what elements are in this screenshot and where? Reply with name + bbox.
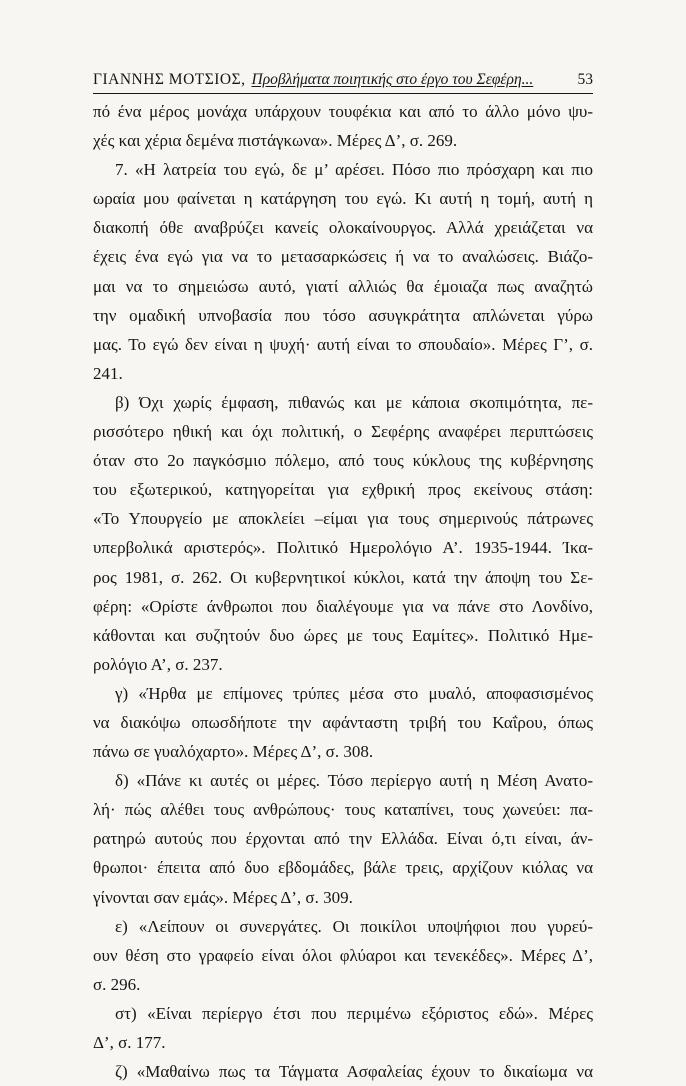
text-line: να διακόψω οπωσδήποτε την αφάνταστη τριβή του Καΐρου, όπως bbox=[93, 712, 593, 732]
text-line: ωραία μου φαίνεται η κατάργηση του εγώ. Κι αυτή η τομή, αυτή η bbox=[93, 189, 593, 209]
header-title: Προβλήματα ποιητικής στο έργο του Σεφέρη... bbox=[251, 71, 534, 88]
text-line: ζ) «Μαθαίνω πως τα Τάγματα Ασφαλείας έχουν το δικαίωμα να bbox=[115, 1062, 593, 1082]
text-line: γίνονται σαν εμάς». Μέρες Δ’, σ. 309. bbox=[93, 887, 353, 907]
text-line: ρος 1981, σ. 262. Οι κυβερνητικοί κύκλοι, κατά την άποψη του Σε- bbox=[93, 567, 593, 587]
text-line: κάθονται και συζητούν δυο ώρες με τους Εαμίτες». Πολιτικό Ημε- bbox=[93, 625, 593, 645]
text-line: χές και χέρια δεμένα πιστάγκωνα». Μέρες Δ’, σ. 269. bbox=[93, 131, 458, 151]
text-line: του εξωτερικού, κατηγορείται για εχθρική προς εκείνους στάση: bbox=[93, 480, 593, 500]
text-line: ουν θέση στο γραφείο είναι όλοι φλύαροι και τενεκέδες». Μέρες Δ’, bbox=[93, 945, 593, 965]
text-line: λή· πώς αλέθει τους ανθρώπους· τους καταπίνει, τους χωνεύει: πα- bbox=[93, 800, 593, 820]
text-line: υπερβολικά αριστερός». Πολιτικό Ημερολόγιο Α’. 1935-1944. Ίκα- bbox=[93, 538, 593, 558]
text-line: β) Όχι χωρίς έμφαση, πιθανώς και με κάποια σκοπιμότητα, πε- bbox=[115, 392, 593, 412]
text-line: την ομαδική υπνοβασία που τόσο ασυγκράτητα απλώνεται γύρω bbox=[93, 305, 593, 325]
text-line: γ) «Ήρθα με επίμονες τρύπες μέσα στο μυαλό, αποφασισμένος bbox=[115, 683, 593, 703]
text-line: δ) «Πάνε κι αυτές οι μέρες. Τόσο περίεργο αυτή η Μέση Ανατο- bbox=[115, 771, 593, 791]
text-line: 7. «Η λατρεία του εγώ, δε μ’ αρέσει. Πόσο πιο πρόσχαρη και πιο bbox=[115, 160, 593, 180]
text-line: φέρη: «Ορίστε άνθρωποι που διαλέγουμε για να πάνε στο Λονδίνο, bbox=[93, 596, 593, 616]
text-line: διακοπή όθε αναβρύζει κανείς ολοκαίνουργος. Αλλά χρειάζεται να bbox=[93, 218, 593, 238]
body-text bbox=[93, 97, 593, 1086]
text-line: μαι να το σημειώσω αυτό, γιατί αλλιώς θα έμοιαζα πως αναζητώ bbox=[93, 276, 593, 296]
text-line: Δ’, σ. 177. bbox=[93, 1033, 166, 1052]
text-line: στ) «Είναι περίεργο έτσι που περιμένω εξόριστος εδώ». Μέρες bbox=[115, 1003, 593, 1023]
running-header bbox=[93, 69, 593, 91]
text-line: πάνω σε γυαλόχαρτο». Μέρες Δ’, σ. 308. bbox=[93, 742, 374, 762]
text-line: έχεις ένα εγώ για να το μετασαρκώσεις ή να το αναλώσεις. Βιάζο- bbox=[93, 247, 593, 267]
text-line: μας. Το εγώ δεν είναι η ψυχή· αυτή είναι το σπουδαίο». Μέρες Γ’, σ. bbox=[93, 334, 593, 354]
text-line: σ. 296. bbox=[93, 974, 141, 994]
text-line: ρισσότερο ηθική και όχι πολιτική, ο Σεφέρης αναφέρει περιπτώσεις bbox=[93, 422, 593, 442]
page-number: 53 bbox=[577, 71, 593, 88]
header-rule bbox=[93, 93, 593, 94]
text-line: όταν στο 2ο παγκόσμιο πόλεμο, από τους κύκλους της κυβέρνησης bbox=[93, 451, 593, 471]
text-line: ρολόγιο Α’, σ. 237. bbox=[93, 654, 223, 674]
header-author: ΓΙΑΝΝΗΣ ΜΟΤΣΙΟΣ, bbox=[93, 71, 246, 88]
text-line: «Το Υπουργείο με αποκλείει –είμαι για τους σημερινούς πάτρωνες bbox=[93, 509, 593, 529]
text-line: πό ένα μέρος μονάχα υπάρχουν τουφέκια και από το άλλο μόνο ψυ- bbox=[93, 102, 593, 121]
text-line: ε) «Λείπουν οι συνεργάτες. Οι ποικίλοι υποψήφιοι που γυρεύ- bbox=[115, 916, 593, 936]
text-line: θρωποι· έπειτα από δυο εβδομάδες, βάλε τρεις, αρχίζουν κιόλας να bbox=[93, 858, 593, 878]
text-line: 241. bbox=[93, 363, 123, 383]
text-line: ρατηρώ αυτούς που έρχονται από την Ελλάδα. Είναι ό,τι είναι, άν- bbox=[93, 829, 593, 849]
